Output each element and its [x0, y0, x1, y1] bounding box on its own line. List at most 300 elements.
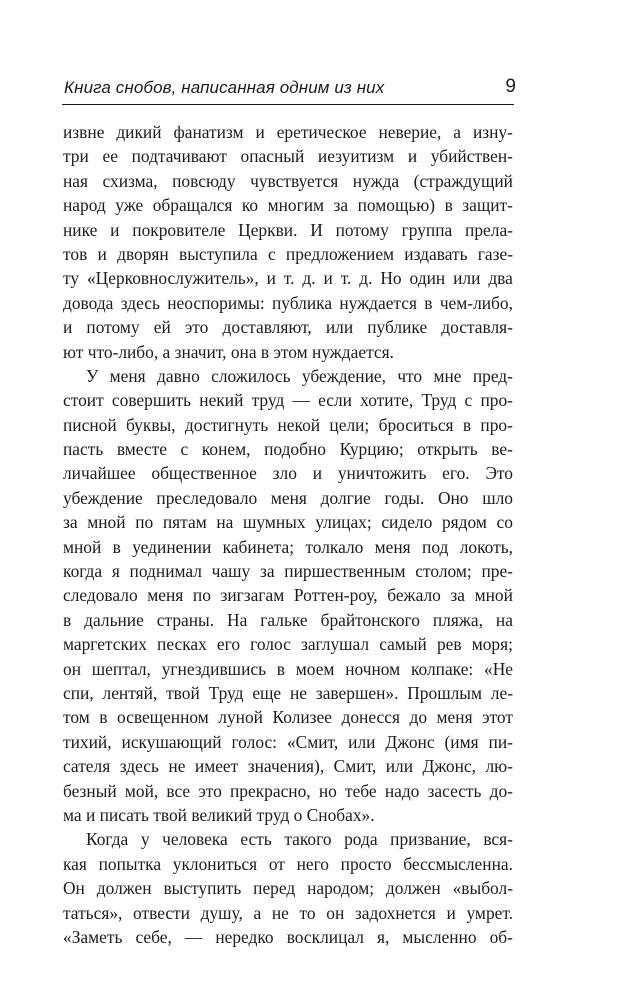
word: он	[326, 902, 345, 923]
word: или	[453, 268, 481, 289]
word: таться»,	[63, 902, 123, 923]
text-line	[63, 925, 513, 949]
word: заглушал	[300, 634, 370, 655]
word: а	[253, 902, 262, 923]
word: дикий	[116, 122, 162, 142]
word: уединении	[132, 536, 212, 557]
word: и	[255, 122, 265, 142]
word: конем,	[201, 439, 251, 460]
word: должен	[96, 878, 152, 899]
word: прекрасно,	[230, 780, 311, 801]
word: буквы,	[125, 414, 176, 435]
line-text: ма и писать твой великий труд о Снобах».	[63, 804, 375, 825]
word: в	[444, 195, 453, 216]
word: подобно	[264, 439, 326, 460]
word: себе,	[135, 926, 172, 947]
word: такого	[284, 829, 332, 850]
word: пи-	[488, 731, 513, 752]
word: и	[407, 146, 418, 167]
word: схизма,	[102, 170, 158, 191]
text-line	[63, 876, 513, 900]
word: нуждается	[339, 292, 417, 313]
word: убеждение	[63, 487, 143, 508]
word: страны.	[156, 609, 215, 630]
word: меня	[436, 707, 473, 728]
word: с	[267, 243, 276, 264]
word: уже	[115, 195, 144, 216]
word: голос:	[231, 731, 278, 752]
word: и	[446, 902, 456, 923]
text-line	[63, 193, 513, 217]
word: за	[333, 195, 349, 216]
text-line	[63, 242, 513, 266]
word: призвание,	[390, 829, 471, 850]
word: долгие	[320, 487, 371, 508]
word: колпаке:	[410, 658, 474, 679]
word: Джонс	[385, 731, 435, 752]
word: убеждение,	[301, 365, 386, 386]
word: брайтонского	[320, 609, 420, 630]
word: попытка	[98, 853, 162, 874]
word: или	[348, 731, 376, 752]
word: маргетских	[63, 634, 147, 655]
word: и	[97, 243, 107, 264]
word: кая	[63, 853, 87, 874]
word: значения),	[247, 756, 325, 777]
word: зигзагам	[220, 585, 285, 606]
word: то	[299, 902, 316, 923]
word: нужда	[352, 170, 400, 191]
word: сателя	[63, 756, 111, 777]
word: спи,	[63, 682, 94, 703]
word: на	[216, 512, 234, 533]
word: выступила	[178, 243, 258, 264]
word: «Не	[484, 658, 513, 679]
word: лю-	[485, 756, 513, 777]
word: надо	[384, 780, 420, 801]
word: Он	[63, 878, 85, 899]
word: неверие,	[378, 122, 442, 142]
word: —	[292, 390, 310, 411]
word: сидело	[381, 512, 433, 533]
word: меня	[374, 536, 411, 557]
word: и	[323, 268, 333, 289]
word: Оно	[437, 487, 469, 508]
word: шло	[482, 487, 513, 508]
word: два	[488, 268, 513, 289]
word: в	[424, 292, 433, 313]
text-line	[63, 681, 513, 705]
word: Это	[485, 463, 513, 484]
word: рев	[436, 634, 462, 655]
text-line	[63, 413, 513, 437]
word: меня	[109, 365, 146, 386]
word: Джонс,	[422, 756, 476, 777]
text-line	[63, 510, 513, 534]
text-line	[63, 901, 513, 925]
text-line	[63, 144, 513, 168]
text-line	[63, 120, 513, 144]
word: не	[168, 756, 186, 777]
word: это	[198, 780, 222, 801]
word: и	[63, 317, 73, 338]
word: газе-	[477, 243, 513, 264]
word: все	[166, 780, 191, 801]
word: улицах;	[315, 512, 372, 533]
word: ле-	[490, 682, 513, 703]
word: писной	[63, 414, 117, 435]
word: луной	[218, 707, 263, 728]
text-line	[63, 364, 513, 388]
word: с	[464, 390, 473, 411]
word: неоспоримы:	[167, 292, 265, 313]
word: иезуитизм	[317, 146, 395, 167]
text-line	[63, 486, 513, 510]
text-line	[63, 291, 513, 315]
word: потому	[86, 317, 140, 338]
text-line	[63, 388, 513, 412]
word: просто	[340, 853, 392, 874]
word: моем	[295, 658, 335, 679]
word: с	[180, 439, 189, 460]
word: перед	[253, 878, 296, 899]
word: Прошлым	[407, 682, 482, 703]
word: мной	[63, 536, 102, 557]
word: три	[63, 146, 89, 167]
word: завершен».	[315, 682, 399, 703]
word: личайшее	[63, 463, 136, 484]
word: когда	[63, 561, 103, 582]
word: и	[266, 268, 276, 289]
word: мой,	[124, 780, 159, 801]
word: «Церковнослужитель»,	[86, 268, 259, 289]
word: У	[86, 365, 99, 386]
word: голос	[250, 634, 291, 655]
word: пиршественным	[284, 561, 406, 582]
word: дворян	[117, 243, 169, 264]
word: бессмысленна.	[403, 853, 513, 874]
word: я	[111, 561, 120, 582]
text-line	[63, 754, 513, 778]
word: меня	[270, 487, 307, 508]
word: задохнется	[354, 902, 436, 923]
word: этот	[482, 707, 513, 728]
word: нике	[63, 219, 98, 240]
word: прела-	[465, 219, 513, 240]
word: извне	[63, 122, 105, 142]
text-line	[63, 461, 513, 485]
word: доставля-	[441, 317, 513, 338]
word: бежало	[387, 585, 441, 606]
header-rule	[62, 104, 514, 105]
word: не	[289, 682, 308, 703]
word: общественное	[151, 463, 257, 484]
word: Курцию;	[339, 439, 404, 460]
line-text: ют что-либо, а значит, она в этом нуждается.	[63, 341, 394, 362]
word: д.	[302, 268, 316, 289]
word: нередко	[215, 926, 274, 947]
word: д.	[359, 268, 373, 289]
text-line	[63, 218, 513, 242]
word: —	[184, 926, 203, 947]
word: хотите,	[360, 390, 414, 411]
word: умрет.	[466, 902, 513, 923]
word: броситься	[378, 414, 454, 435]
word: его.	[442, 463, 470, 484]
word: в	[112, 536, 121, 557]
word: за	[450, 585, 466, 606]
word: Церкви.	[238, 219, 298, 240]
text-line	[63, 657, 513, 681]
text-line	[63, 852, 513, 876]
word: или	[325, 317, 354, 338]
word: Колизее	[272, 707, 332, 728]
word: На	[227, 609, 248, 630]
word: за	[259, 561, 275, 582]
word: если	[318, 390, 352, 411]
word: ко	[241, 195, 259, 216]
word: ве-	[491, 439, 513, 460]
word: достигнуть	[184, 414, 269, 435]
word: ту	[63, 268, 80, 289]
word: до-	[489, 780, 513, 801]
word: совершить	[111, 390, 192, 411]
word: тихий,	[63, 731, 112, 752]
word: шумных	[243, 512, 306, 533]
word: до	[409, 707, 428, 728]
word: И	[310, 219, 323, 240]
word: защит-	[462, 195, 513, 216]
word: за	[63, 512, 78, 533]
word: Роттен-роу,	[293, 585, 378, 606]
word: но	[318, 780, 337, 801]
text-line	[63, 730, 513, 754]
word: пасть	[63, 439, 104, 460]
word: стоит	[63, 390, 104, 411]
word: меня	[147, 585, 184, 606]
word: его	[216, 634, 241, 655]
word: самый	[379, 634, 427, 655]
word: ей	[153, 317, 171, 338]
word: безный	[63, 780, 117, 801]
word: про-	[480, 390, 513, 411]
body-text	[63, 120, 513, 949]
word: Смит,	[333, 756, 377, 777]
word: в	[99, 707, 108, 728]
word: восклицал	[286, 926, 364, 947]
word: убийствен-	[430, 146, 513, 167]
word: т.	[340, 268, 352, 289]
word: в	[462, 414, 472, 435]
word: некой	[277, 414, 321, 435]
text-line	[63, 340, 513, 364]
word: поднимал	[129, 561, 202, 582]
word: многим	[267, 195, 325, 216]
text-line	[63, 315, 513, 339]
word: (страждущий	[413, 170, 513, 191]
word: вся-	[483, 829, 513, 850]
word: цели;	[329, 414, 370, 435]
word: на	[495, 609, 513, 630]
word: мной	[87, 512, 126, 533]
word: должен	[385, 878, 441, 899]
word: кабинета;	[222, 536, 295, 557]
word: публика	[271, 292, 333, 313]
word: Но	[380, 268, 402, 289]
word: Когда	[86, 829, 129, 850]
word: пред-	[472, 365, 513, 386]
text-line	[63, 559, 513, 583]
page-number: 9	[505, 76, 516, 97]
word: еще	[252, 682, 282, 703]
word: следовало	[63, 585, 138, 606]
text-line	[63, 437, 513, 461]
word: лентяй,	[102, 682, 158, 703]
word: него	[296, 853, 329, 874]
word: чашу	[211, 561, 251, 582]
word: и	[110, 219, 120, 240]
word: Труд	[208, 682, 244, 703]
word: уничтожить	[337, 463, 427, 484]
word: изну-	[472, 122, 513, 142]
word: отвести	[133, 902, 190, 923]
word: уклониться	[172, 853, 258, 874]
word: вместе	[116, 439, 167, 460]
word: или	[385, 756, 413, 777]
word: угнездившись	[161, 658, 267, 679]
word: «Заметь	[63, 926, 123, 947]
word: пре-	[481, 561, 513, 582]
word: сложилось	[211, 365, 291, 386]
word: песках	[157, 634, 207, 655]
word: группа	[401, 219, 453, 240]
word: шептал,	[91, 658, 151, 679]
word: а	[453, 122, 462, 142]
word: открыть	[417, 439, 478, 460]
word: дальние	[84, 609, 144, 630]
word: «Смит,	[286, 731, 339, 752]
word: рядом	[441, 512, 487, 533]
word: чувствуется	[250, 170, 339, 191]
word: давно	[157, 365, 200, 386]
word: тебе	[344, 780, 377, 801]
word: публике	[367, 317, 428, 338]
text-line	[63, 583, 513, 607]
text-line	[63, 169, 513, 193]
word: по	[192, 585, 211, 606]
word: том	[63, 707, 90, 728]
word: фанатизм	[173, 122, 244, 142]
word: опасный	[240, 146, 305, 167]
word: пляжа,	[432, 609, 483, 630]
word: один	[409, 268, 446, 289]
word: человека	[162, 829, 228, 850]
text-line	[63, 779, 513, 803]
word: об-	[489, 926, 513, 947]
word: помощью)	[357, 195, 436, 216]
word: пятам	[162, 512, 207, 533]
word: ночном	[345, 658, 401, 679]
word: ее	[102, 146, 118, 167]
word: в	[63, 609, 72, 630]
text-line	[63, 827, 513, 851]
word: освещенном	[117, 707, 209, 728]
word: засесть	[427, 780, 482, 801]
word: некий	[199, 390, 244, 411]
word: преследовало	[156, 487, 258, 508]
word: ная	[63, 170, 89, 191]
word: здесь	[119, 756, 159, 777]
word: в	[276, 658, 286, 679]
word: доставляют,	[222, 317, 312, 338]
word: не	[271, 902, 289, 923]
word: т.	[283, 268, 295, 289]
word: про-	[480, 414, 513, 435]
word: чем-либо,	[439, 292, 513, 313]
text-line	[63, 266, 513, 290]
text-line	[63, 705, 513, 729]
running-title: Книга снобов, написанная одним из них	[64, 78, 385, 97]
word: моря;	[471, 634, 513, 655]
text-line	[63, 608, 513, 632]
word: имеет	[194, 756, 239, 777]
running-header	[62, 76, 552, 102]
word: донесся	[341, 707, 400, 728]
word: это	[184, 317, 209, 338]
word: годы.	[384, 487, 425, 508]
word: довода	[63, 292, 114, 313]
word: (имя	[444, 731, 479, 752]
word: со	[496, 512, 513, 533]
word: искушающий	[121, 731, 222, 752]
word: выступить	[163, 878, 242, 899]
word: мне	[433, 365, 462, 386]
word: и	[312, 463, 323, 484]
word: от	[268, 853, 285, 874]
word: я,	[377, 926, 390, 947]
word: он	[63, 658, 82, 679]
word: повсюду	[172, 170, 236, 191]
word: мысленно	[402, 926, 477, 947]
word: предложением	[285, 243, 395, 264]
word: твой	[166, 682, 200, 703]
word: есть	[240, 829, 272, 850]
word: душу,	[200, 902, 243, 923]
word: по	[135, 512, 154, 533]
word: обращался	[152, 195, 233, 216]
word: гальке	[260, 609, 308, 630]
word: народ	[63, 195, 106, 216]
text-line	[63, 632, 513, 656]
word: зло	[272, 463, 297, 484]
word: толкало	[305, 536, 364, 557]
word: подтачивают	[131, 146, 227, 167]
word: столом;	[415, 561, 472, 582]
word: под	[422, 536, 449, 557]
word: рода	[344, 829, 378, 850]
word: что	[397, 365, 423, 386]
word: потому	[335, 219, 389, 240]
text-line	[63, 535, 513, 559]
word: Труд	[421, 390, 457, 411]
word: мной	[474, 585, 513, 606]
word: труд	[251, 390, 285, 411]
word: у	[140, 829, 150, 850]
word: еретическое	[276, 122, 367, 142]
word: издавать	[404, 243, 468, 264]
word: народом;	[307, 878, 375, 899]
word: тов	[63, 243, 88, 264]
